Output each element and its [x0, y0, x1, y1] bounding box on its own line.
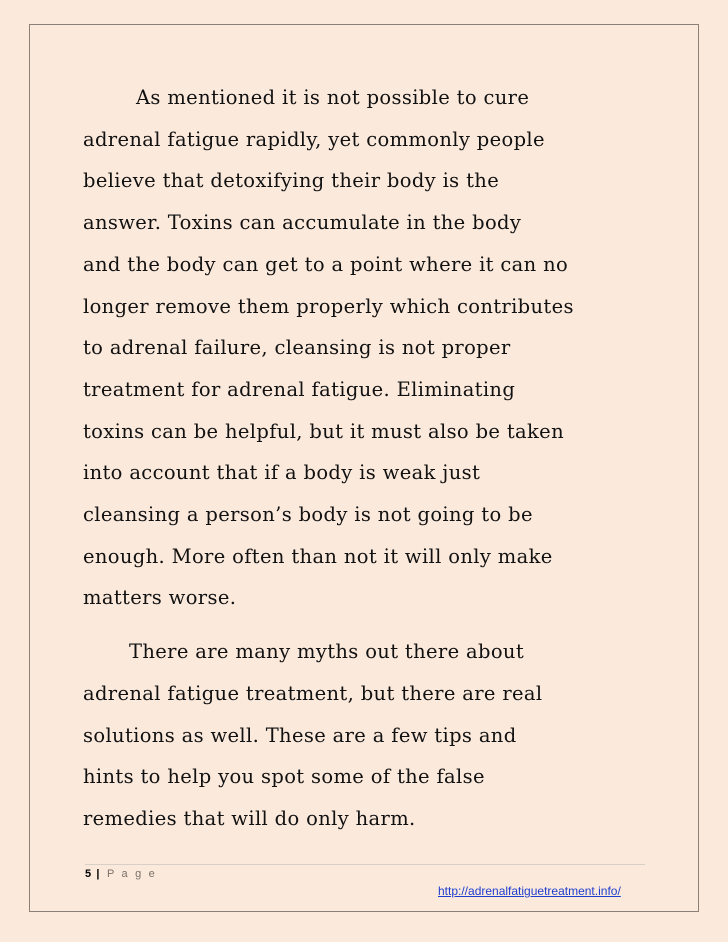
paragraph-1-line-7: to adrenal failure, cleansing is not proper	[83, 336, 511, 360]
paragraph-1-line-1: As mentioned it is not possible to cure	[136, 86, 530, 109]
paragraph-1-line-10: into account that if a body is weak just	[83, 461, 481, 485]
page-number: 5	[85, 868, 92, 880]
paragraph-1-line-8: treatment for adrenal fatigue. Eliminating	[83, 377, 516, 401]
footer-website-link[interactable]: http://adrenalfatiguetreatment.info/	[438, 884, 621, 898]
document-body	[83, 77, 683, 840]
page-number-label	[85, 868, 157, 880]
page-word: P a g e	[106, 868, 157, 880]
page-separator: |	[96, 868, 102, 880]
paragraph-2-line-5: remedies that will do only harm.	[83, 806, 416, 830]
paragraph-1-line-6: longer remove them properly which contributes	[83, 294, 574, 318]
paragraph-2-line-3: solutions as well. These are a few tips and	[83, 723, 517, 747]
paragraph-1-line-3: believe that detoxifying their body is the	[83, 169, 500, 193]
paragraph-1-line-5: and the body can get to a point where it can no	[83, 252, 569, 276]
paragraph-1-line-11: cleansing a person’s body is not going to be	[83, 503, 533, 527]
footer-divider	[85, 864, 645, 865]
paragraph-2-line-2: adrenal fatigue treatment, but there are real	[83, 681, 543, 705]
paragraph-1-line-13: matters worse.	[83, 586, 237, 610]
paragraph-2	[83, 631, 683, 840]
paragraph-1-line-9: toxins can be helpful, but it must also be taken	[83, 419, 564, 443]
paragraph-2-line-1: There are many myths out there about	[129, 640, 525, 664]
paragraph-1-line-2: adrenal fatigue rapidly, yet commonly people	[83, 127, 545, 151]
paragraph-1-line-4: answer. Toxins can accumulate in the body	[83, 211, 522, 235]
paragraph-2-line-4: hints to help you spot some of the false	[83, 765, 485, 789]
paragraph-1	[83, 77, 683, 619]
paragraph-1-line-12: enough. More often than not it will only make	[83, 544, 553, 568]
